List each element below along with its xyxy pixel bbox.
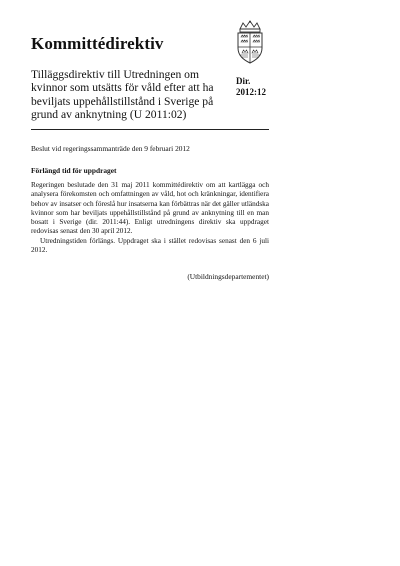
section-heading: Förlängd tid för uppdraget (31, 166, 117, 175)
section-body (31, 181, 269, 255)
title-divider (31, 129, 269, 130)
directive-title: Tilläggsdirektiv till Utredningen om kvinnor som utsätts för våld efter att ha beviljats uppehållstillstånd i Sverige på grund av anknytning (U 2011:02) (31, 68, 214, 122)
body-paragraph: Utredningstiden förlängs. Uppdraget ska i stället redovisas senast den 6 juli 2012. (31, 236, 269, 255)
body-paragraph: Regeringen beslutade den 31 maj 2011 kommittédirektiv om att kartlägga och analysera förekomsten och omfattningen av våld, hot och kränkningar, identifiera behov av insatser och föreslå hur insatserna kan förbättras när det gäller utländska kvinnor som har beviljats uppehållstillstånd på grund av anknytning till en man bosatt i Sverige (dir. 2011:44). Enligt utredningens direktiv ska uppdraget redovisas senast den 30 april 2012. (31, 181, 269, 236)
coat-of-arms-icon (233, 20, 267, 64)
directive-number: 2012:12 (236, 87, 266, 97)
document-type-heading: Kommittédirektiv (31, 34, 164, 53)
department-signature: (Utbildningsdepartementet) (187, 272, 269, 281)
decision-line: Beslut vid regeringssammanträde den 9 februari 2012 (31, 144, 190, 153)
directive-label: Dir. (236, 76, 251, 86)
